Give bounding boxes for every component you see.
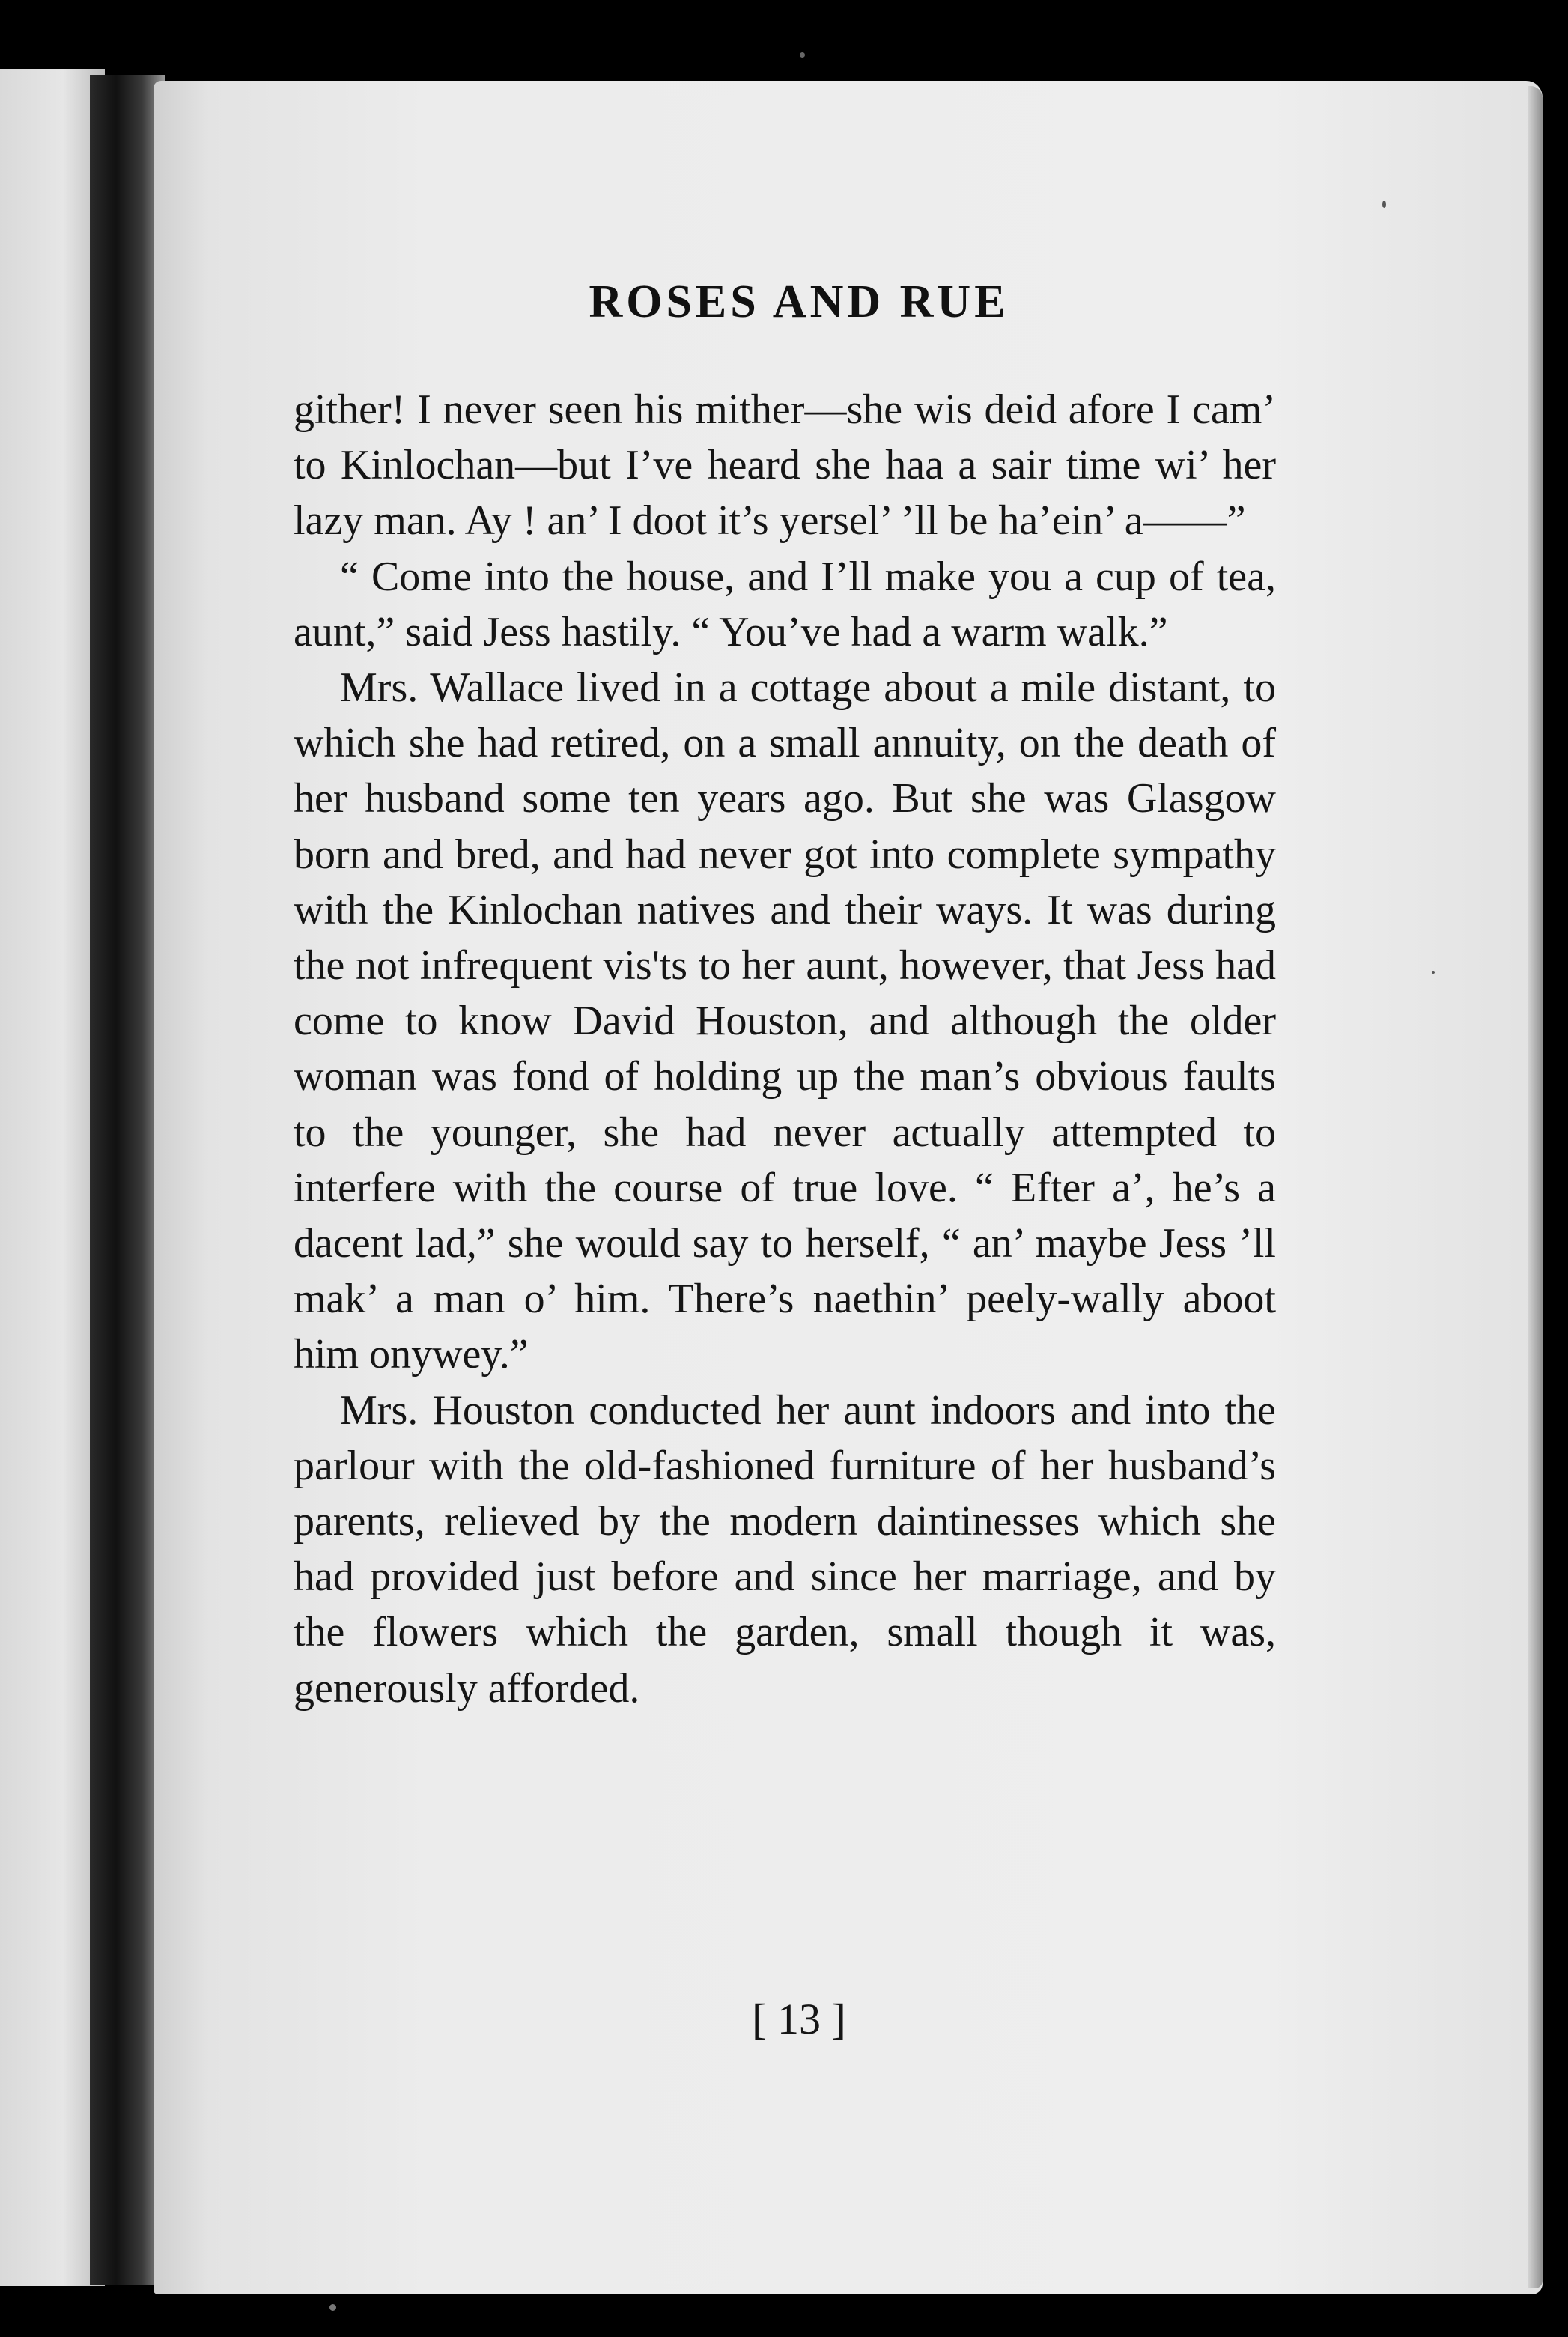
- paragraph: Mrs. Houston conducted her aunt indoors and into the parlour with the old-fashioned furniture of her husband’s parents, relieved by the modern daintinesses which she had provided just before and since her marriage, and by the flowers which the garden, small though it was, generously afforded.: [294, 1386, 1276, 1712]
- scan-speck: [329, 2304, 336, 2311]
- scan-speck: [1432, 971, 1435, 974]
- scan-speck: [800, 52, 805, 58]
- facing-page-edge: [0, 69, 105, 2286]
- running-head: ROSES AND RUE: [589, 276, 1009, 327]
- scan-speck: [1382, 201, 1386, 208]
- page-right-edge: [1528, 86, 1543, 2288]
- paragraph-continued: githerǃ I never seen his mither—she wis deid afore I cam’ to Kinlochan—but I’ve heard she haa a sair time wi’ her lazy man. Ay ! an’ I doot it’s yersel’ ’ll be ha’ein’ a——”: [294, 387, 1276, 545]
- paragraph: Mrs. Wallace lived in a cottage about a mile distant, to which she had retired, on a small annuity, on the death of her husband some ten years ago. But she was Glasgow born and bred, and had never got into complete sympathy with the Kinlochan natives and their ways. It was during the not infrequent vis'ts to her aunt, however, that Jess had come to know David Houston, and although the older woman was fond of holding up the man’s obvious faults to the younger, she had never actually attempted to interfere with the course of true love. “ Efter a’, he’s a dacent lad,” she would say to herself, “ an’ maybe Jess ’ll mak’ a man o’ him. There’s naethin’ peely-wally aboot him onywey.”: [294, 664, 1276, 1378]
- page-body-text: [294, 382, 1276, 1716]
- paragraph: “ Come into the house, and I’ll make you a cup of tea, aunt,” said Jess hastily. “ You’ve had a warm walk.”: [294, 553, 1276, 655]
- page-number: [ 13 ]: [752, 1995, 846, 2043]
